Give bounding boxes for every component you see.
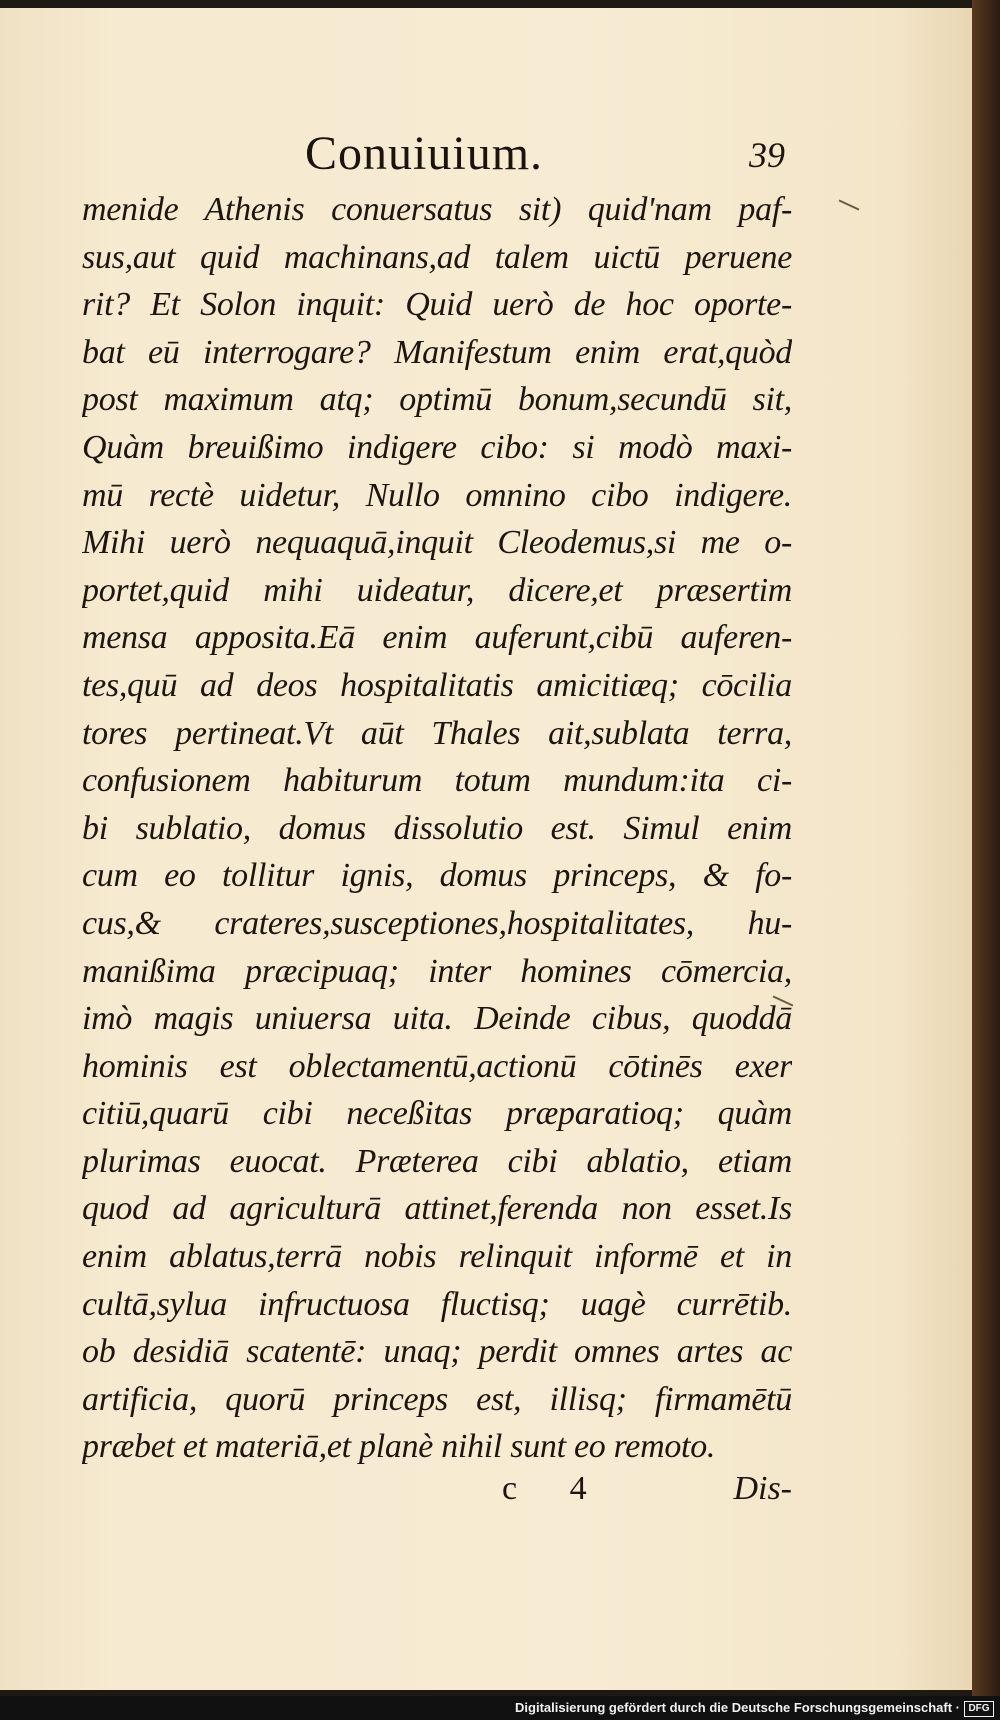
margin-mark [839,199,860,210]
text-line: manißima præcipuaq; inter homines cōmercia, [82,952,792,990]
text-line: hominis est oblectamentū,actionū cōtinēs exer [82,1047,792,1085]
text-line: artificia, quorū princeps est, illisq; firmamētū [82,1380,792,1418]
text-line: cum eo tollitur ignis, domus princeps, & fo- [82,857,792,895]
text-line: post maximum atq; optimū bonum,secundū sit, [82,381,792,419]
text-line: confusionem habiturum totum mundum:ita ci- [82,762,792,800]
text-line: portet,quid mihi uideatur, dicere,et præsertim [82,571,792,609]
text-line: præbet et materiā,et planè nihil sunt eo remoto. [82,1428,716,1466]
text-line: rit? Et Solon inquit: Quid uerò de hoc oporte- [82,286,792,324]
text-line: cus,& crateres,susceptiones,hospitalitates, hu- [82,904,792,942]
text-line: imò magis uniuersa uita. Deinde cibus, quoddā [82,1000,792,1038]
text-line: plurimas euocat. Præterea cibi ablatio, etiam [82,1142,792,1180]
text-line: cultā,sylua infructuosa fluctisq; uagè currētib. [82,1285,792,1323]
text-line: Quàm breuißimo indigere cibo: si modò maxi- [82,428,792,466]
book-edge [972,0,1000,1720]
dfg-logo: DFG [964,1701,994,1717]
credit-text: Digitalisierung gefördert durch die Deutsche Forschungsgemeinschaft · [515,1700,960,1715]
text-line: tores pertineat.Vt aūt Thales ait,sublata terra, [82,714,792,752]
text-line: enim ablatus,terrā nobis relinquit informē et in [82,1238,792,1276]
book-page [0,8,972,1690]
page-header [305,126,785,186]
page-number: 39 [749,135,785,175]
signature-mark: c 4 [502,1470,609,1507]
catchword: Dis- [733,1470,792,1507]
text-line: Mihi uerò nequaquā,inquit Cleodemus,si me o- [82,524,792,562]
text-line: mensa apposita.Eā enim auferunt,cibū auferen- [82,619,792,657]
text-line: citiū,quarū cibi neceßitas præparatioq; quàm [82,1095,792,1133]
text-line: mū rectè uidetur, Nullo omnino cibo indigere. [82,476,792,514]
running-title: Conuiuium. [305,127,544,180]
text-line: ob desidiā scatentē: unaq; perdit omnes artes ac [82,1333,792,1371]
text-line: bi sublatio, domus dissolutio est. Simul enim [82,809,792,847]
page-footer [82,1470,792,1520]
text-line: quod ad agriculturā attinet,ferenda non esset.Is [82,1190,792,1228]
text-line: bat eū interrogare? Manifestum enim erat,quòd [82,333,792,371]
text-line: sus,aut quid machinans,ad talem uictū peruene [82,238,792,276]
text-line: tes,quū ad deos hospitalitatis amicitiæq; cōcilia [82,666,792,704]
text-block [82,186,792,1471]
text-line: menide Athenis conuersatus sit) quid'nam paf- [82,191,792,228]
